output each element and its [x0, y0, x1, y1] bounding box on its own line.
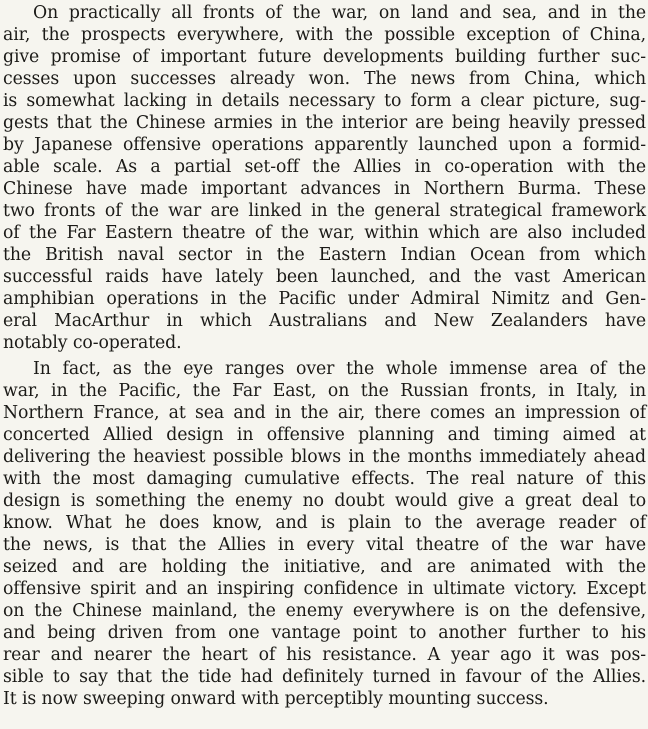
text-line: delivering the heaviest possible blows in the months immediately ahead [3, 447, 646, 467]
text-line: the news, is that the Allies in every vital theatre of the war have [3, 535, 646, 555]
text-line: eral MacArthur in which Australians and New Zealanders have [3, 311, 646, 331]
text-line: sible to say that the tide had definitely turned in favour of the Allies. [3, 667, 646, 687]
text-line: It is now sweeping onward with perceptibly mounting success. [3, 689, 549, 709]
text-line: concerted Allied design in offensive planning and timing aimed at [3, 425, 646, 445]
text-line: know. What he does know, and is plain to the average reader of [3, 513, 646, 533]
text-line: amphibian operations in the Pacific under Admiral Nimitz and Gen- [3, 289, 646, 309]
text-line: In fact, as the eye ranges over the whole immense area of the [33, 359, 646, 379]
text-line: design is something the enemy no doubt would give a great deal to [3, 491, 646, 511]
text-line: notably co-operated. [3, 333, 182, 353]
text-line: cesses upon successes already won. The news from China, which [3, 69, 646, 89]
text-line: of the Far Eastern theatre of the war, within which are also included [3, 223, 646, 243]
text-line: able scale. As a partial set-off the Allies in co-operation with the [3, 157, 646, 177]
text-line: rear and nearer the heart of his resistance. A year ago it was pos- [3, 645, 646, 665]
text-line: seized and are holding the initiative, and are animated with the [3, 557, 646, 577]
text-line: the British naval sector in the Eastern Indian Ocean from which [3, 245, 646, 265]
text-line: two fronts of the war are linked in the general strategical framework [3, 201, 646, 221]
text-line: war, in the Pacific, the Far East, on the Russian fronts, in Italy, in [3, 381, 646, 401]
text-line: successful raids have lately been launched, and the vast American [3, 267, 646, 287]
text-line: is somewhat lacking in details necessary to form a clear picture, sug- [3, 91, 646, 111]
text-line: with the most damaging cumulative effects. The real nature of this [3, 469, 646, 489]
text-line: On practically all fronts of the war, on land and sea, and in the [33, 3, 646, 23]
text-line: by Japanese offensive operations apparently launched upon a formid- [3, 135, 646, 155]
text-line: offensive spirit and an inspiring confidence in ultimate victory. Except [3, 579, 646, 599]
text-line: Chinese have made important advances in Northern Burma. These [3, 179, 646, 199]
text-line: gests that the Chinese armies in the interior are being heavily pressed [3, 113, 646, 133]
text-line: Northern France, at sea and in the air, there comes an impression of [3, 403, 646, 423]
text-line: and being driven from one vantage point to another further to his [3, 623, 646, 643]
text-line: give promise of important future developments building further suc- [3, 47, 646, 67]
text-line: on the Chinese mainland, the enemy everywhere is on the defensive, [3, 601, 646, 621]
text-line: air, the prospects everywhere, with the possible exception of China, [3, 25, 646, 45]
